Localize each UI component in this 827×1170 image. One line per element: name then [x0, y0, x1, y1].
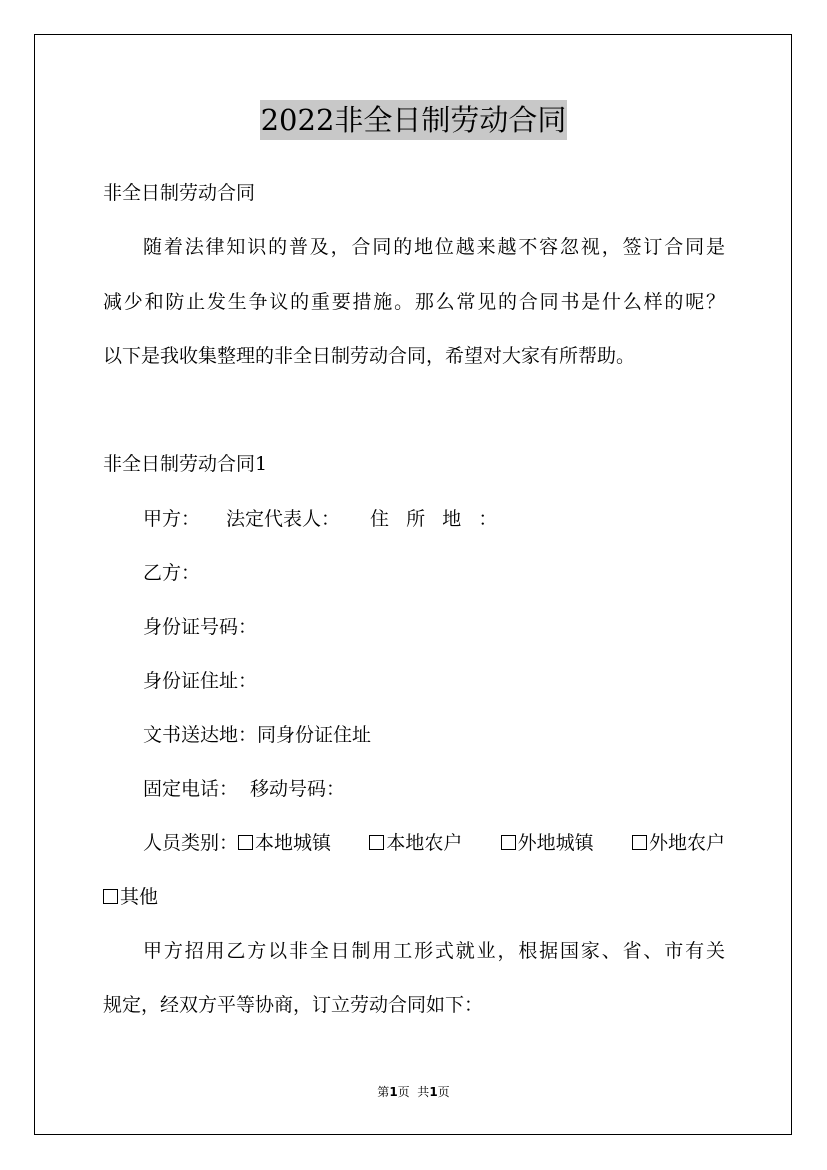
document-title: 2022非全日制劳动合同 [260, 100, 568, 140]
id-number-label: 身份证号码： [143, 616, 258, 638]
personnel-type-label-group [143, 831, 331, 855]
personnel-type-label: 人员类别： [143, 832, 239, 854]
body-line-1: 甲方招用乙方以非全日制用工形式就业，根据国家、省、市有关 [143, 940, 725, 962]
document-subtitle: 非全日制劳动合同 [103, 182, 256, 204]
body-line-2: 规定，经双方平等协商，订立劳动合同如下： [103, 994, 484, 1016]
intro-line-3: 以下是我收集整理的非全日制劳动合同，希望对大家有所帮助。 [103, 345, 636, 367]
footer-page-number: 1 [389, 1085, 398, 1099]
footer-prefix: 第 [377, 1085, 390, 1099]
landline-label: 固定电话： [143, 778, 239, 800]
page-footer [0, 1084, 827, 1100]
party-b-label: 乙方： [143, 562, 201, 584]
option-local-urban: 本地城镇 [255, 832, 332, 854]
checkbox-outside-urban[interactable] [501, 835, 516, 850]
footer-page-total: 1 [429, 1085, 438, 1099]
option-outside-urban: 外地城镇 [517, 832, 594, 854]
personnel-type-row [143, 831, 725, 855]
option-outside-rural: 外地农户 [648, 832, 725, 854]
option-group-outside-urban [501, 831, 594, 855]
delivery-address-label: 文书送达地：同身份证住址 [143, 724, 372, 746]
checkbox-other[interactable] [103, 889, 118, 904]
party-a-row [143, 507, 514, 531]
section-heading: 非全日制劳动合同1 [103, 453, 268, 475]
intro-line-1: 随着法律知识的普及，合同的地位越来越不容忽视，签订合同是 [143, 236, 725, 258]
legal-rep-label: 法定代表人： [226, 508, 341, 530]
title-container [0, 100, 827, 140]
option-group-local-rural [369, 831, 462, 855]
footer-suffix: 页 [437, 1085, 450, 1099]
checkbox-local-urban[interactable] [238, 835, 253, 850]
address-label: 住所地： [370, 508, 515, 530]
id-address-label: 身份证住址： [143, 670, 258, 692]
party-a-label: 甲方： [143, 508, 201, 530]
intro-line-2: 减少和防止发生争议的重要措施。那么常见的合同书是什么样的呢？ [103, 291, 725, 313]
footer-mid: 页 共 [397, 1085, 430, 1099]
phone-row [143, 777, 345, 801]
option-local-rural: 本地农户 [386, 832, 463, 854]
checkbox-outside-rural[interactable] [632, 835, 647, 850]
mobile-label: 移动号码： [250, 778, 346, 800]
option-group-other [103, 885, 158, 909]
option-group-outside-rural [632, 831, 725, 855]
checkbox-local-rural[interactable] [369, 835, 384, 850]
option-other: 其他 [120, 886, 159, 908]
